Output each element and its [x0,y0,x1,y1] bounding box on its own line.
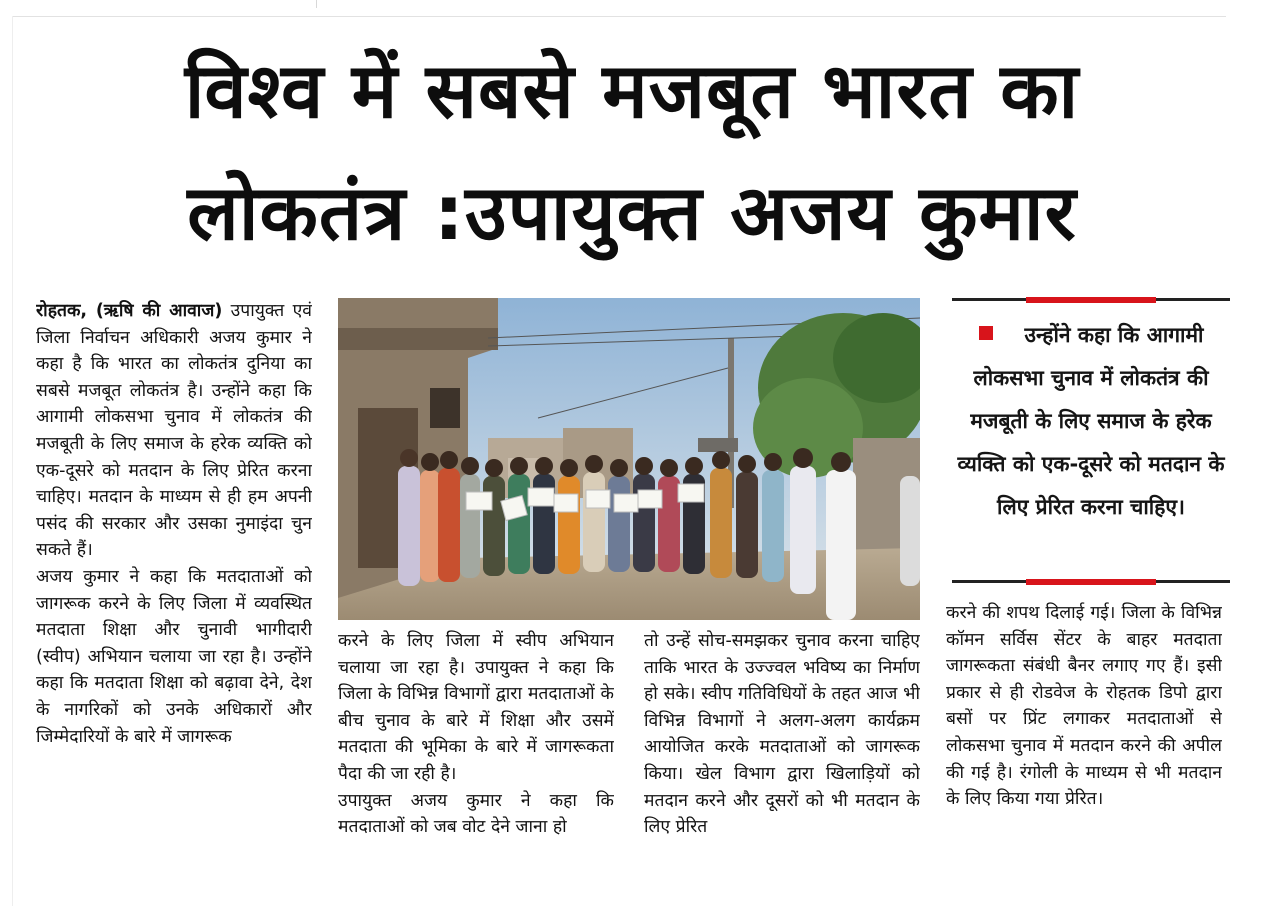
pull-quote-bottom-accent [1026,579,1156,585]
pull-quote-text-block [952,314,1230,529]
article-paragraph: तो उन्हें सोच-समझकर चुनाव करना चाहिए ताकि भारत के उज्ज्वल भविष्य का निर्माण हो सके। स्वीप गतिविधियों के तहत आज भी विभिन्न विभागों ने अलग-अलग कार्यक्रम आयोजित करके मतदाताओं को जागरूक किया। खेल विभाग द्वारा खिलाड़ियों को मतदान करने और दूसरों को भी मतदान के लिए प्रेरित [644,631,920,838]
article-paragraph: उपायुक्त एवं जिला निर्वाचन अधिकारी अजय कुमार ने कहा है कि भारत का लोकतंत्र दुनिया का सबसे मजबूत लोकतंत्र है। उन्होंने कहा कि आगामी लोकसभा चुनाव में लोकतंत्र की मजबूती के लिए समाज के हरेक व्यक्ति को एक-दूसरे को मतदान के लिए प्रेरित करना चाहिए। मतदान के माध्यम से ही हम अपनी पसंद की सरकार और उसका नुमाइंदा चुन सकते हैं। [36,301,312,561]
article-column-2 [338,628,614,898]
page-top-rule [12,16,1226,17]
page-left-edge [12,16,13,906]
headline-line-2: लोकतंत्र :उपायुक्त अजय कुमार [187,168,1077,257]
pull-quote-top-accent [1026,297,1156,303]
article-paragraph: अजय कुमार ने कहा कि मतदाताओं को जागरूक करने के लिए जिला में व्यवस्थित मतदाता शिक्षा और चुनावी भागीदारी (स्वीप) अभियान चलाया जा रहा है। उन्होंने कहा कि मतदाता शिक्षा को बढ़ावा देने, देश के नागरिकों को उनके अधिकारों और जिम्मेदारियों के बारे में जागरूक [36,566,312,747]
article-paragraph: उपायुक्त अजय कुमार ने कहा कि मतदाताओं को जब वोट देने जाना हो [338,790,614,838]
article-column-1 [36,298,312,902]
page-corner-mark [316,0,317,8]
article-column-4 [946,600,1222,900]
pull-quote-text: उन्होंने कहा कि आगामी लोकसभा चुनाव में लोकतंत्र की मजबूती के लिए समाज के हरेक व्यक्ति को एक-दूसरे को मतदान के लिए प्रेरित करना चाहिए। [957,323,1225,519]
headline [24,30,1240,274]
news-photo [338,298,920,620]
square-bullet-icon [979,326,993,340]
dateline: रोहतक, (ऋषि की आवाज) [36,301,223,321]
pull-quote [952,298,1230,586]
headline-line-1: विश्व में सबसे मजबूत भारत का [184,46,1080,135]
article-paragraph: करने के लिए जिला में स्वीप अभियान चलाया जा रहा है। उपायुक्त ने कहा कि जिला के विभिन्न विभागों द्वारा मतदाताओं के बीच चुनाव के बारे में शिक्षा और उसमें मतदाता की भूमिका के बारे में जागरूकता पैदा की जा रही है। [338,631,614,784]
group-photo-icon [338,298,920,620]
article-paragraph: करने की शपथ दिलाई गई। जिला के विभिन्न कॉमन सर्विस सेंटर के बाहर मतदाता जागरूकता संबंधी बैनर लगाए गए हैं। इसी प्रकार से ही रोडवेज के रोहतक डिपो द्वारा बसों पर प्रिंट लगाकर मतदाताओं से लोकसभा चुनाव में मतदान करने की अपील की गई है। रंगोली के माध्यम से भी मतदान के लिए किया गया प्रेरित। [946,603,1222,810]
article-column-3 [644,628,920,898]
